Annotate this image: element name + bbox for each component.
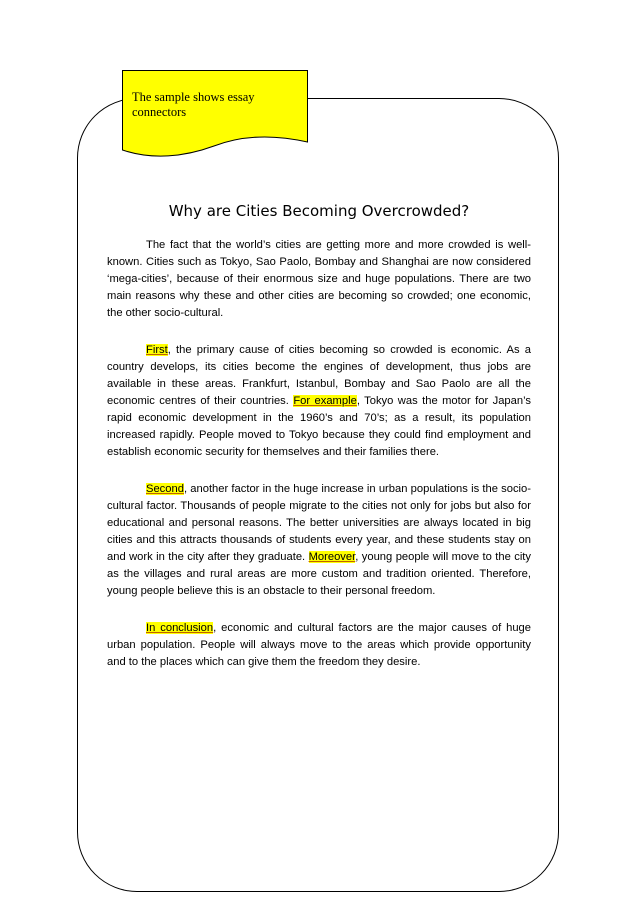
paragraph-text: , economic and cultural factors are the major causes of huge urban population. People will always move to the areas which provide opportunity and to the places which can give them the freedom they desire. bbox=[107, 622, 531, 668]
paragraph-text: , Tokyo was the motor for Japan’s rapid economic development in the 1960’s and 70’s; as a result, its population increased rapidly. People moved to Tokyo because they could find employment and establish economic security for themselves and their families there. bbox=[107, 395, 531, 458]
paragraph-second-reason bbox=[107, 481, 531, 600]
essay-title: Why are Cities Becoming Overcrowded? bbox=[168, 202, 470, 220]
paragraph-text: , young people will move to the city as the villages and rural areas are more custom and tradition oriented. Therefore, young people believe this is an obstacle to their personal freedom. bbox=[107, 551, 532, 597]
paragraph-introduction bbox=[107, 237, 531, 322]
paragraph-text: , another factor in the huge increase in urban populations is the socio-cultural factor. Thousands of people migrate to the cities not only for jobs but also for educational and personal reasons. The better universities are always located in big cities and this attracts thousands of students every year, and these students stay on and work in the city after they graduate. bbox=[107, 483, 531, 563]
paragraph-text: , the primary cause of cities becoming so crowded is economic. As a country develops, its cities become the engines of development, thus jobs are available in these areas. Frankfurt, Istanbul, Bombay and Sao Paolo are all the economic centres of their countries. bbox=[107, 344, 531, 407]
connector-highlight: In conclusion bbox=[146, 622, 214, 634]
connector-highlight: Second bbox=[146, 483, 184, 495]
connector-highlight: For example bbox=[293, 395, 357, 407]
connector-highlight: First bbox=[146, 344, 168, 356]
essay-body bbox=[107, 237, 531, 691]
sticky-note bbox=[122, 70, 308, 158]
sticky-note-text: The sample shows essay connectors bbox=[132, 90, 255, 119]
paragraph-text: The fact that the world’s cities are getting more and more crowded is well-known. Cities such as Tokyo, Sao Paolo, Bombay and Shanghai are now considered ‘mega-cities’, because of their enormous size and huge populations. There are two main reasons why these and other cities are becoming so crowded; one economic, the other socio-cultural. bbox=[107, 239, 531, 319]
paragraph-first-reason bbox=[107, 342, 531, 461]
connector-highlight: Moreover bbox=[308, 551, 356, 563]
paragraph-conclusion bbox=[107, 620, 531, 671]
